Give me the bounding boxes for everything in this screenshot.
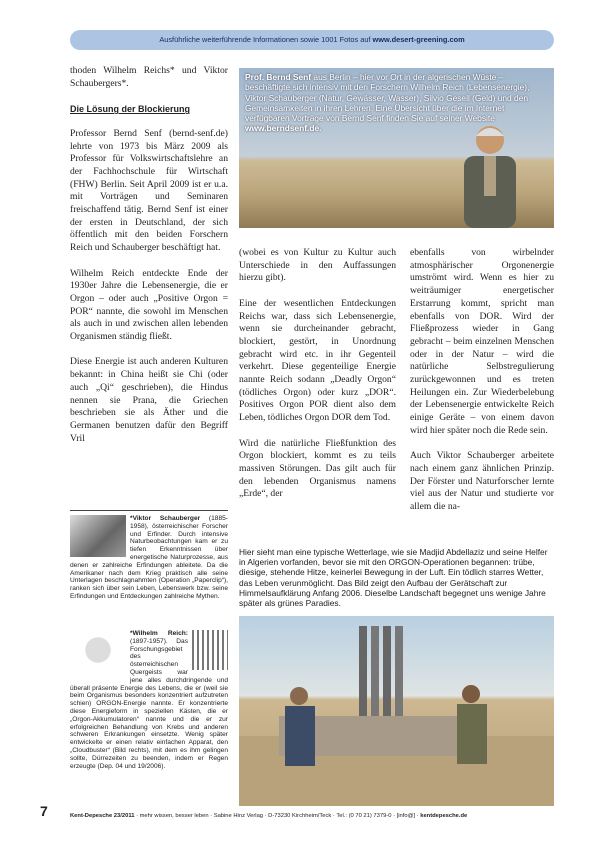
caption-text: aus Berlin – hier vor Ort in der algerischen Wüste – beschäftigte sich intensiv mit den Forschern Wilhelm Reich (Lebensenergie), Viktor Schauberger (Natur, Gewässer, Wasser), Silvio Gesell (Geld) und den Gemeinsamkeiten in ihren Lehren. Eine Übersicht über die im Internet verfügbaren Vorträge von Bernd Senf finden Sie auf seiner Website [245,72,530,124]
paragraph: ebenfalls von wirbelnder atmosphärischer Orgonenergie umströmt wird. Wenn es hier zu weiträumiger energetischer Erstarrung kommt, spricht man ebenfalls von DOR. Wird der Fließprozess wieder in Gang gebracht – beim einzelnen Menschen oder in der Natur – wird die natürliche Selbstregulierung zurückgewonnen und es treten Heilungen ein. Zur Wiederbelebung der Lebensenergie entwickelte Reich einige Geräte – von einem davon wird hier später noch die Rede sein. [410,247,554,436]
bio-text: (1885-1958), österreichischer Forscher und Erfinder. Durch intensive Naturbeobachtungen kam er zu tiefen Erkenntnissen über energetische Naturprozesse, aus denen er zahlreiche Erfindungen ableitete. Da die Amerikaner nach dem Krieg praktisch alle seine Unterlagen beschlagnahmten (Operation „Paperclip“), ranken sich über sein Leben, Lebenswerk bzw. seine Erfindungen und Entdeckungen zahlreiche Mythen. [70,515,228,600]
paragraph: Professor Bernd Senf (bernd-senf.de) lehrte von 1973 bis März 2009 als Professor für Volkswirtschaftslehre an der Fachhochschule für Wirtschaft (FHW) Berlin. Seit April 2009 ist er u.a. mit Vorträgen und Seminaren freischaffend tätig. Bernd Senf ist einer der ersten in Deutschland, der sich öffentlich mit den beiden Forschern Reich und Schauberger beschäftigt hat. [70,127,228,254]
paragraph: Wilhelm Reich entdeckte Ende der 1930er Jahre die Lebensenergie, die er Orgon – oder auch „Positive Orgon = POR“ nannte, die sowohl im Menschen als auch in und zwischen allen lebenden Organismen ständig fließt. [70,267,228,343]
header-text: Ausführliche weiterführende Informationen sowie 1001 Fotos auf [159,35,373,44]
bottom-photo-caption: Hier sieht man eine typische Wetterlage, wie sie Madjid Abdellaziz und seine Helfer in Algerien vorfanden, bevor sie mit den ORGON-Operationen begannen: trübe, diesige, stehende Hitze, keinerlei Bewegung in der Luft. Ein tödlich starres Wetter, das Leben verunmöglicht. Das Bild zeigt den Aufbau der Gerätschaft zur Himmelsaufklärung Anfang 2006. Dieselbe Landschaft begegnet uns wenige Jahre später als grünes Paradies. [239,547,548,609]
schauberger-portrait [70,515,126,557]
header-link[interactable]: www.desert-greening.com [372,35,465,44]
cloudbuster-image [192,630,228,670]
bio-name: *Wilhelm Reich: [130,630,188,637]
photo-bernd-senf [239,68,554,228]
paragraph: Eine der wesentlichen Entdeckungen Reichs war, dass sich Lebensenergie, wenn sie durcheinander gebracht, blockiert, gestört, in Unordnung gebracht wird etc. in ihr Gegenteil verkehrt. Diese gegenteilige Energie nannte Reich sodann „Deadly Orgon“ (tödliches Orgon) oder kurz „DOR“. Positives Orgon POR dient also dem Leben, tödliches Orgon DOR dem Tod. [239,297,396,424]
column-3 [410,247,554,526]
column-1 [70,65,228,458]
caption-name: Prof. Bernd Senf [245,72,312,82]
bio-text: (1897-1957). Das Forschungsgebiet des österreichischen Quergeists war jene alles durchdringende und überall präsente Energie des Lebens, die er (weil sie beim Organismus besonders konzentriert aufzutreten schien) ORGON-Energie nannte. Er konzentrierte diese Energieform in speziellen Kästen, die er „Orgon-Akkumulatoren“ nannte und die er zur erfolgreichen Behandlung von Krebs und anderen schweren Erkrankungen einsetzte. Wenig später entwickelte er einen relativ einfachen Apparat, den „Cloudbuster“ (Bild rechts), mit dem es ihm gelingen sollte, Dürrezeiten zu beenden, indem er Regen erzeugte (Dep. 04 und 19/2006). [70,637,228,770]
desert-scene-illustration [239,616,554,806]
paragraph: Auch Viktor Schauberger arbeitete nach einem ganz ähnlichen Prinzip. Der Förster und Naturforscher lernte viel aus der Natur und studierte vor allem die na- [410,450,554,513]
section-heading: Die Lösung der Blockierung [70,104,191,115]
header-banner [70,30,554,50]
column-2 [239,247,396,514]
caption-website[interactable]: www.berndsenf.de. [245,123,322,134]
paragraph: Wird die natürliche Fließfunktion des Orgon blockiert, kommt es zu teils massiven Störungen. Das gilt auch für den lebenden Organismus namens „Erde“, der [239,437,396,500]
page-number: 7 [40,803,48,819]
footer-text: · mehr wissen, besser leben · Sabine Hinz Verlag · D-73230 Kirchheim/Teck · Tel.: (0 70 21) 7379-0 · [info@] · [134,813,421,819]
bio-schauberger [70,515,228,601]
paragraph: thoden Wilhelm Reichs* und Viktor Schaubergers*. [70,65,228,89]
bio-reich [70,630,228,770]
photo-orgon-operation [239,616,554,806]
footer-site[interactable]: kentdepesche.de [420,813,468,819]
paragraph: (wobei es von Kultur zu Kultur auch Unterschiede in den Auffassungen hierzu gibt). [239,247,396,284]
footer [70,813,554,819]
paragraph: Diese Energie ist auch anderen Kulturen bekannt: in China heißt sie Chi (oder auch „Qi“ geschrieben), die Hindus nennen sie Prana, die Griechen beschrieben sie als Äther und die Germanen benutzen dafür den Begriff Vril [70,356,228,444]
person-illustration [454,118,526,228]
footer-issue: Kent-Depesche 23/2011 [70,813,135,819]
reich-portrait [70,630,126,680]
bio-divider [70,510,228,511]
bio-name: *Viktor Schauberger [130,515,201,522]
